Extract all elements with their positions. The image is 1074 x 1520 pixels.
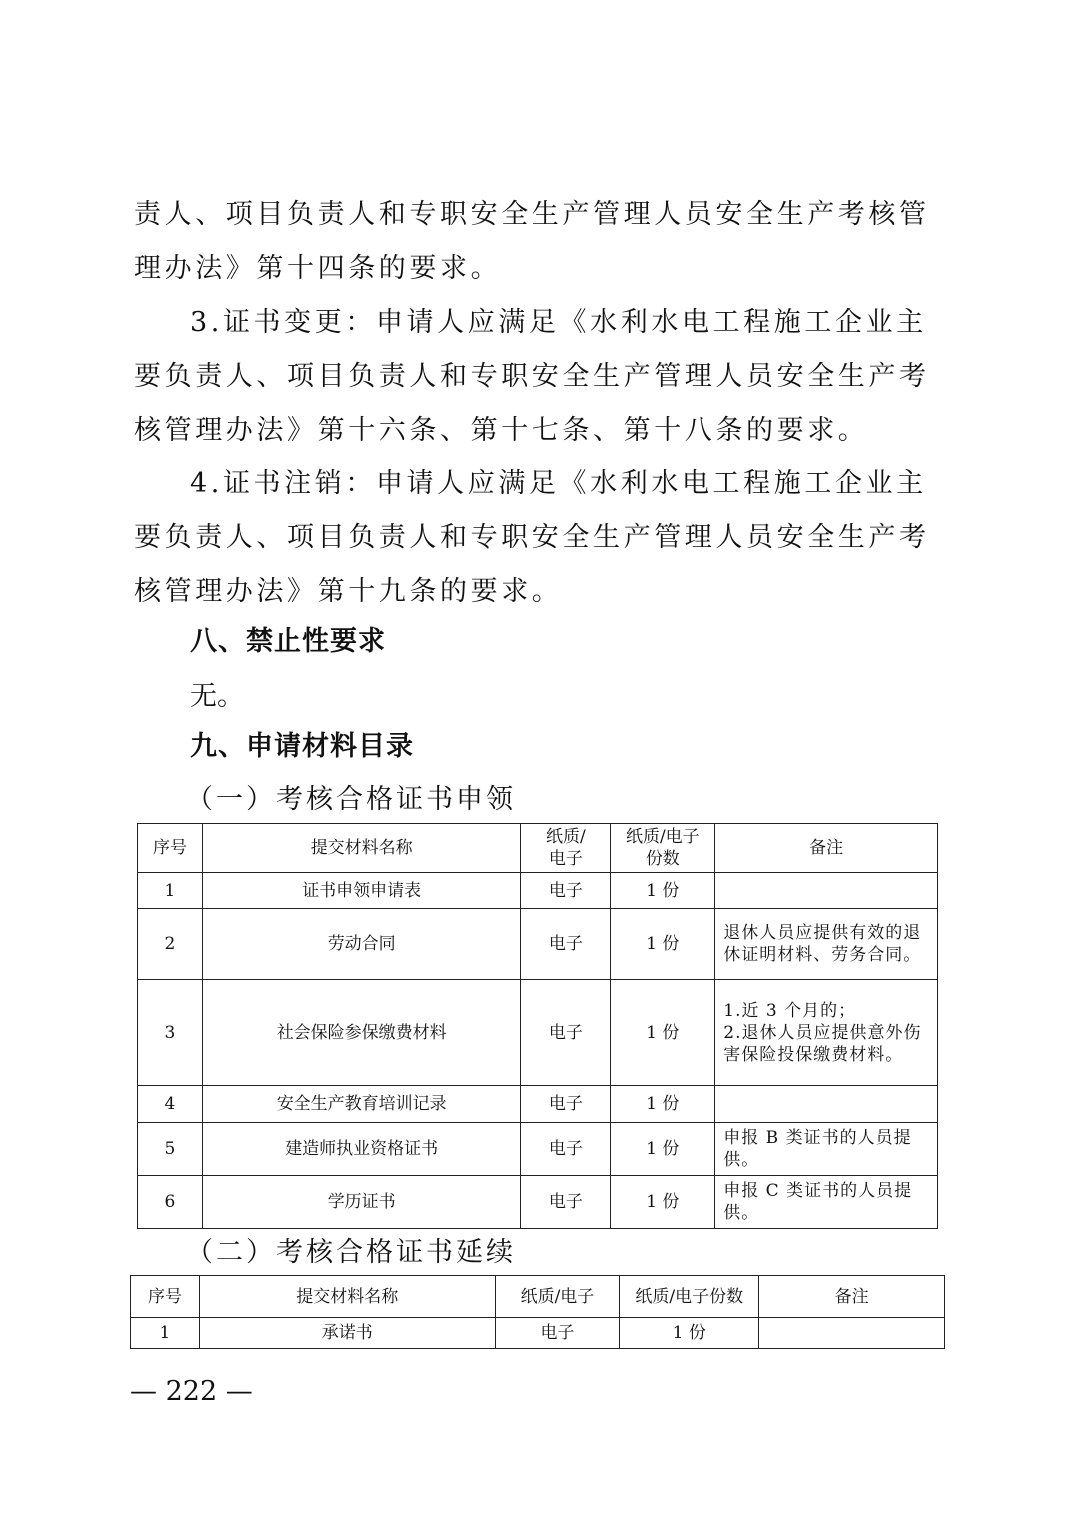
table1-header-count: 纸质/电子份数	[611, 824, 715, 873]
cell-name: 承诺书	[199, 1318, 495, 1349]
cell-count: 1 份	[611, 980, 715, 1086]
table2-header-name: 提交材料名称	[199, 1276, 495, 1318]
table2-title: （二）考核合格证书延续	[186, 1237, 516, 1268]
cell-name: 劳动合同	[202, 909, 521, 980]
page-number: — 222 —	[130, 1376, 253, 1407]
table-row	[138, 1176, 938, 1229]
cell-name: 安全生产教育培训记录	[202, 1086, 521, 1123]
materials-table-apply	[137, 823, 938, 1229]
table1-header-type: 纸质/电子	[521, 824, 611, 873]
materials-table-renew	[130, 1275, 945, 1349]
prohibitions-text: 无。	[190, 681, 244, 712]
cell-note: 申报 B 类证书的人员提供。	[715, 1123, 938, 1176]
table-row	[138, 909, 938, 980]
cell-type: 电子	[521, 980, 611, 1086]
cell-name: 建造师执业资格证书	[202, 1123, 521, 1176]
cell-no: 1	[138, 873, 203, 909]
table-row	[138, 1086, 938, 1123]
section-heading-materials: 九、申请材料目录	[190, 731, 414, 762]
cell-name: 证书申领申请表	[202, 873, 521, 909]
paragraph-continuation: 责人、项目负责人和专职安全生产管理人员安全生产考核管理办法》第十四条的要求。	[134, 199, 930, 284]
cell-no: 2	[138, 909, 203, 980]
table-row	[138, 1123, 938, 1176]
table1-title: （一）考核合格证书申领	[186, 784, 516, 815]
table1-header-no: 序号	[138, 824, 203, 873]
table-row	[138, 873, 938, 909]
cell-count: 1 份	[611, 1176, 715, 1229]
cell-type: 电子	[521, 1086, 611, 1123]
cell-no: 4	[138, 1086, 203, 1123]
cell-no: 6	[138, 1176, 203, 1229]
table-row	[131, 1318, 945, 1349]
cell-note: 申报 C 类证书的人员提供。	[715, 1176, 938, 1229]
cell-type: 电子	[521, 909, 611, 980]
cell-count: 1 份	[620, 1318, 759, 1349]
paragraph-certificate-cancel: 4.证书注销：申请人应满足《水利水电工程施工企业主要负责人、项目负责人和专职安全生产管理人员安全生产考核管理办法》第十九条的要求。	[134, 468, 930, 607]
cell-type: 电子	[521, 873, 611, 909]
table2-header-count: 纸质/电子份数	[620, 1276, 759, 1318]
cell-note: 退休人员应提供有效的退休证明材料、劳务合同。	[715, 909, 938, 980]
paragraph-certificate-change: 3.证书变更：申请人应满足《水利水电工程施工企业主要负责人、项目负责人和专职安全生产管理人员安全生产考核管理办法》第十六条、第十七条、第十八条的要求。	[134, 307, 930, 446]
cell-type: 电子	[495, 1318, 620, 1349]
cell-type: 电子	[521, 1176, 611, 1229]
cell-note	[759, 1318, 945, 1349]
table-row	[138, 980, 938, 1086]
cell-note	[715, 873, 938, 909]
cell-count: 1 份	[611, 1086, 715, 1123]
cell-count: 1 份	[611, 873, 715, 909]
cell-type: 电子	[521, 1123, 611, 1176]
cell-no: 5	[138, 1123, 203, 1176]
table2-header-note: 备注	[759, 1276, 945, 1318]
cell-count: 1 份	[611, 909, 715, 980]
cell-name: 社会保险参保缴费材料	[202, 980, 521, 1086]
cell-name: 学历证书	[202, 1176, 521, 1229]
section-heading-prohibitions: 八、禁止性要求	[190, 626, 386, 657]
table1-header-name: 提交材料名称	[202, 824, 521, 873]
table2-header-no: 序号	[131, 1276, 200, 1318]
cell-no: 3	[138, 980, 203, 1086]
table2-header-type: 纸质/电子	[495, 1276, 620, 1318]
cell-note	[715, 1086, 938, 1123]
cell-count: 1 份	[611, 1123, 715, 1176]
table1-header-note: 备注	[715, 824, 938, 873]
cell-no: 1	[131, 1318, 200, 1349]
cell-note: 1.近 3 个月的； 2.退休人员应提供意外伤害保险投保缴费材料。	[715, 980, 938, 1086]
